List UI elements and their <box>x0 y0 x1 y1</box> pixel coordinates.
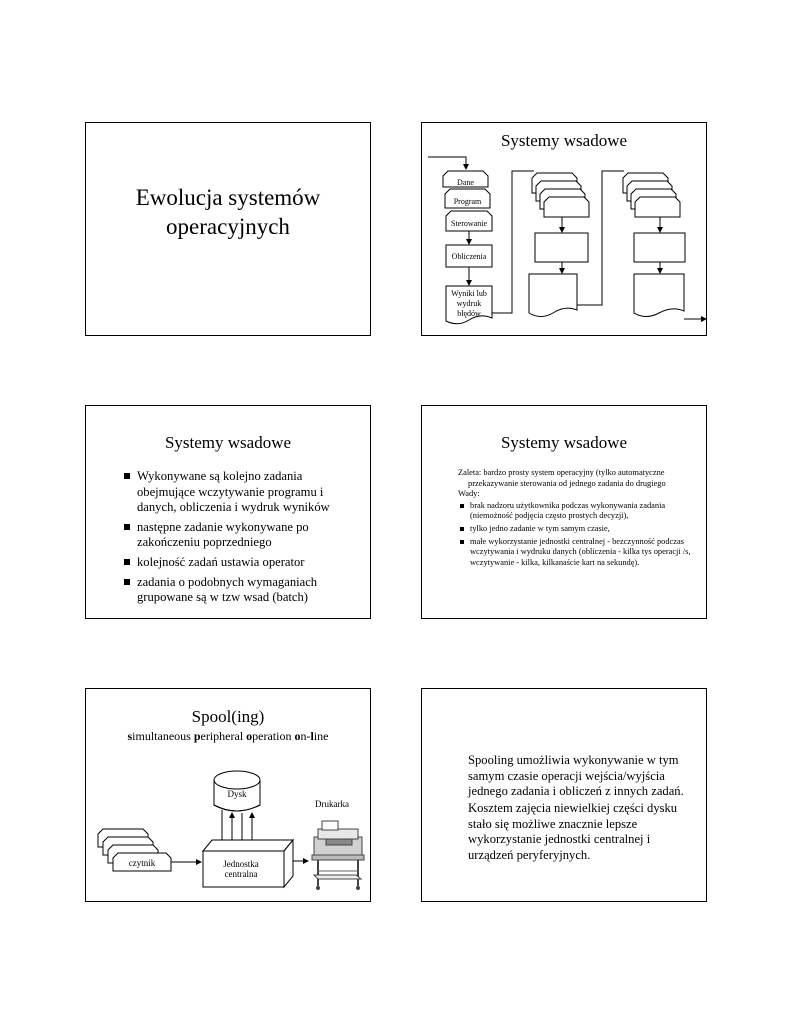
slide-4 <box>421 405 707 619</box>
slide-2 <box>421 122 707 336</box>
drukarka-label: Drukarka <box>315 799 349 809</box>
bullet-square-icon <box>124 579 130 585</box>
slide-1-title: Ewolucja systemów operacyjnych <box>135 185 321 239</box>
box-obliczenia: Obliczenia <box>451 252 487 261</box>
dysk-label: Dysk <box>227 789 247 799</box>
card-program: Program <box>453 197 482 206</box>
czytnik-label: czytnik <box>128 858 156 868</box>
subtitle-part: imultaneous <box>132 729 194 743</box>
jednostka-label: Jednostka centralna <box>223 859 259 879</box>
list-item: brak nadzoru użytkownika podczas wykonywania zadania (niemożność podjęcia często prostych decyzji), <box>458 501 702 522</box>
subtitle-part: eripheral <box>200 729 247 743</box>
bullet-square-icon <box>124 473 130 479</box>
slide-1 <box>85 122 371 336</box>
slide-6-para-2: Kosztem zajęcia niewielkiej części dysku stało się możliwe znacznie lepsze wykorzystanie jednostki centralnej i urządzeń peryferyjnych. <box>468 801 678 862</box>
slide-6 <box>421 688 707 902</box>
list-item: następne zadanie wykonywane po zakończeniu poprzedniego <box>124 520 346 551</box>
bullet-square-icon <box>124 524 130 530</box>
subtitle-part: n- <box>300 729 311 743</box>
subtitle-part: ine <box>313 729 329 743</box>
subtitle-part: peration <box>252 729 295 743</box>
slide-5-title: Spool(ing) <box>191 707 265 726</box>
subtitle-part: o <box>246 729 253 743</box>
list-item: Wykonywane są kolejno zadania obejmujące wczytywanie programu i danych, obliczenia i wydruk wyników <box>124 469 346 516</box>
slide-4-body <box>458 468 702 570</box>
slide-5 <box>85 688 371 902</box>
list-item: kolejność zadań ustawia operator <box>124 555 346 571</box>
bullet-square-icon <box>124 559 130 565</box>
subtitle-part: s <box>127 729 133 743</box>
subtitle-part: l <box>310 729 314 743</box>
list-item: małe wykorzystanie jednostki centralnej - bezczynność podczas wczytywania i wydruku danych (obliczenia - kilka tys operacji /s, wczytywanie - kilka, kilkanaście kart na sekundę). <box>458 537 702 569</box>
subtitle-part: p <box>193 729 201 743</box>
printer-icon <box>312 821 364 890</box>
doc-wyniki: Wyniki lub wydruk błędów <box>451 289 487 318</box>
bullet-square-icon <box>460 504 464 508</box>
card-sterowanie: Sterowanie <box>451 219 487 228</box>
subtitle-part: o <box>294 729 301 743</box>
list-item: tylko jedno zadanie w tym samym czasie, <box>458 524 702 535</box>
slide-3 <box>85 405 371 619</box>
slide-6-para-1: Spooling umożliwia wykonywanie w tym samym czasie operacji wejścia/wyjścia jednego zadania i obliczeń z innych zadań. <box>468 753 684 799</box>
slide-3-title: Systemy wsadowe <box>164 433 292 452</box>
list-item: zadania o podobnych wymaganiach grupowane są w tzw wsad (batch) <box>124 575 346 606</box>
wady-label: Wady: <box>458 489 480 499</box>
bullet-square-icon <box>460 540 464 544</box>
bullet-square-icon <box>460 527 464 531</box>
wady-list <box>458 501 702 569</box>
slide-4-title: Systemy wsadowe <box>500 433 628 452</box>
slide-2-title: Systemy wsadowe <box>500 131 628 150</box>
zaleta-line-1: Zaleta: bardzo prosty system operacyjny (tylko automatyczne <box>458 468 665 477</box>
card-dane: Dane <box>457 178 474 187</box>
slide-3-bullets <box>124 469 346 610</box>
zaleta-line-2: przekazywanie sterowania od jednego zadania do drugiego <box>468 478 666 488</box>
